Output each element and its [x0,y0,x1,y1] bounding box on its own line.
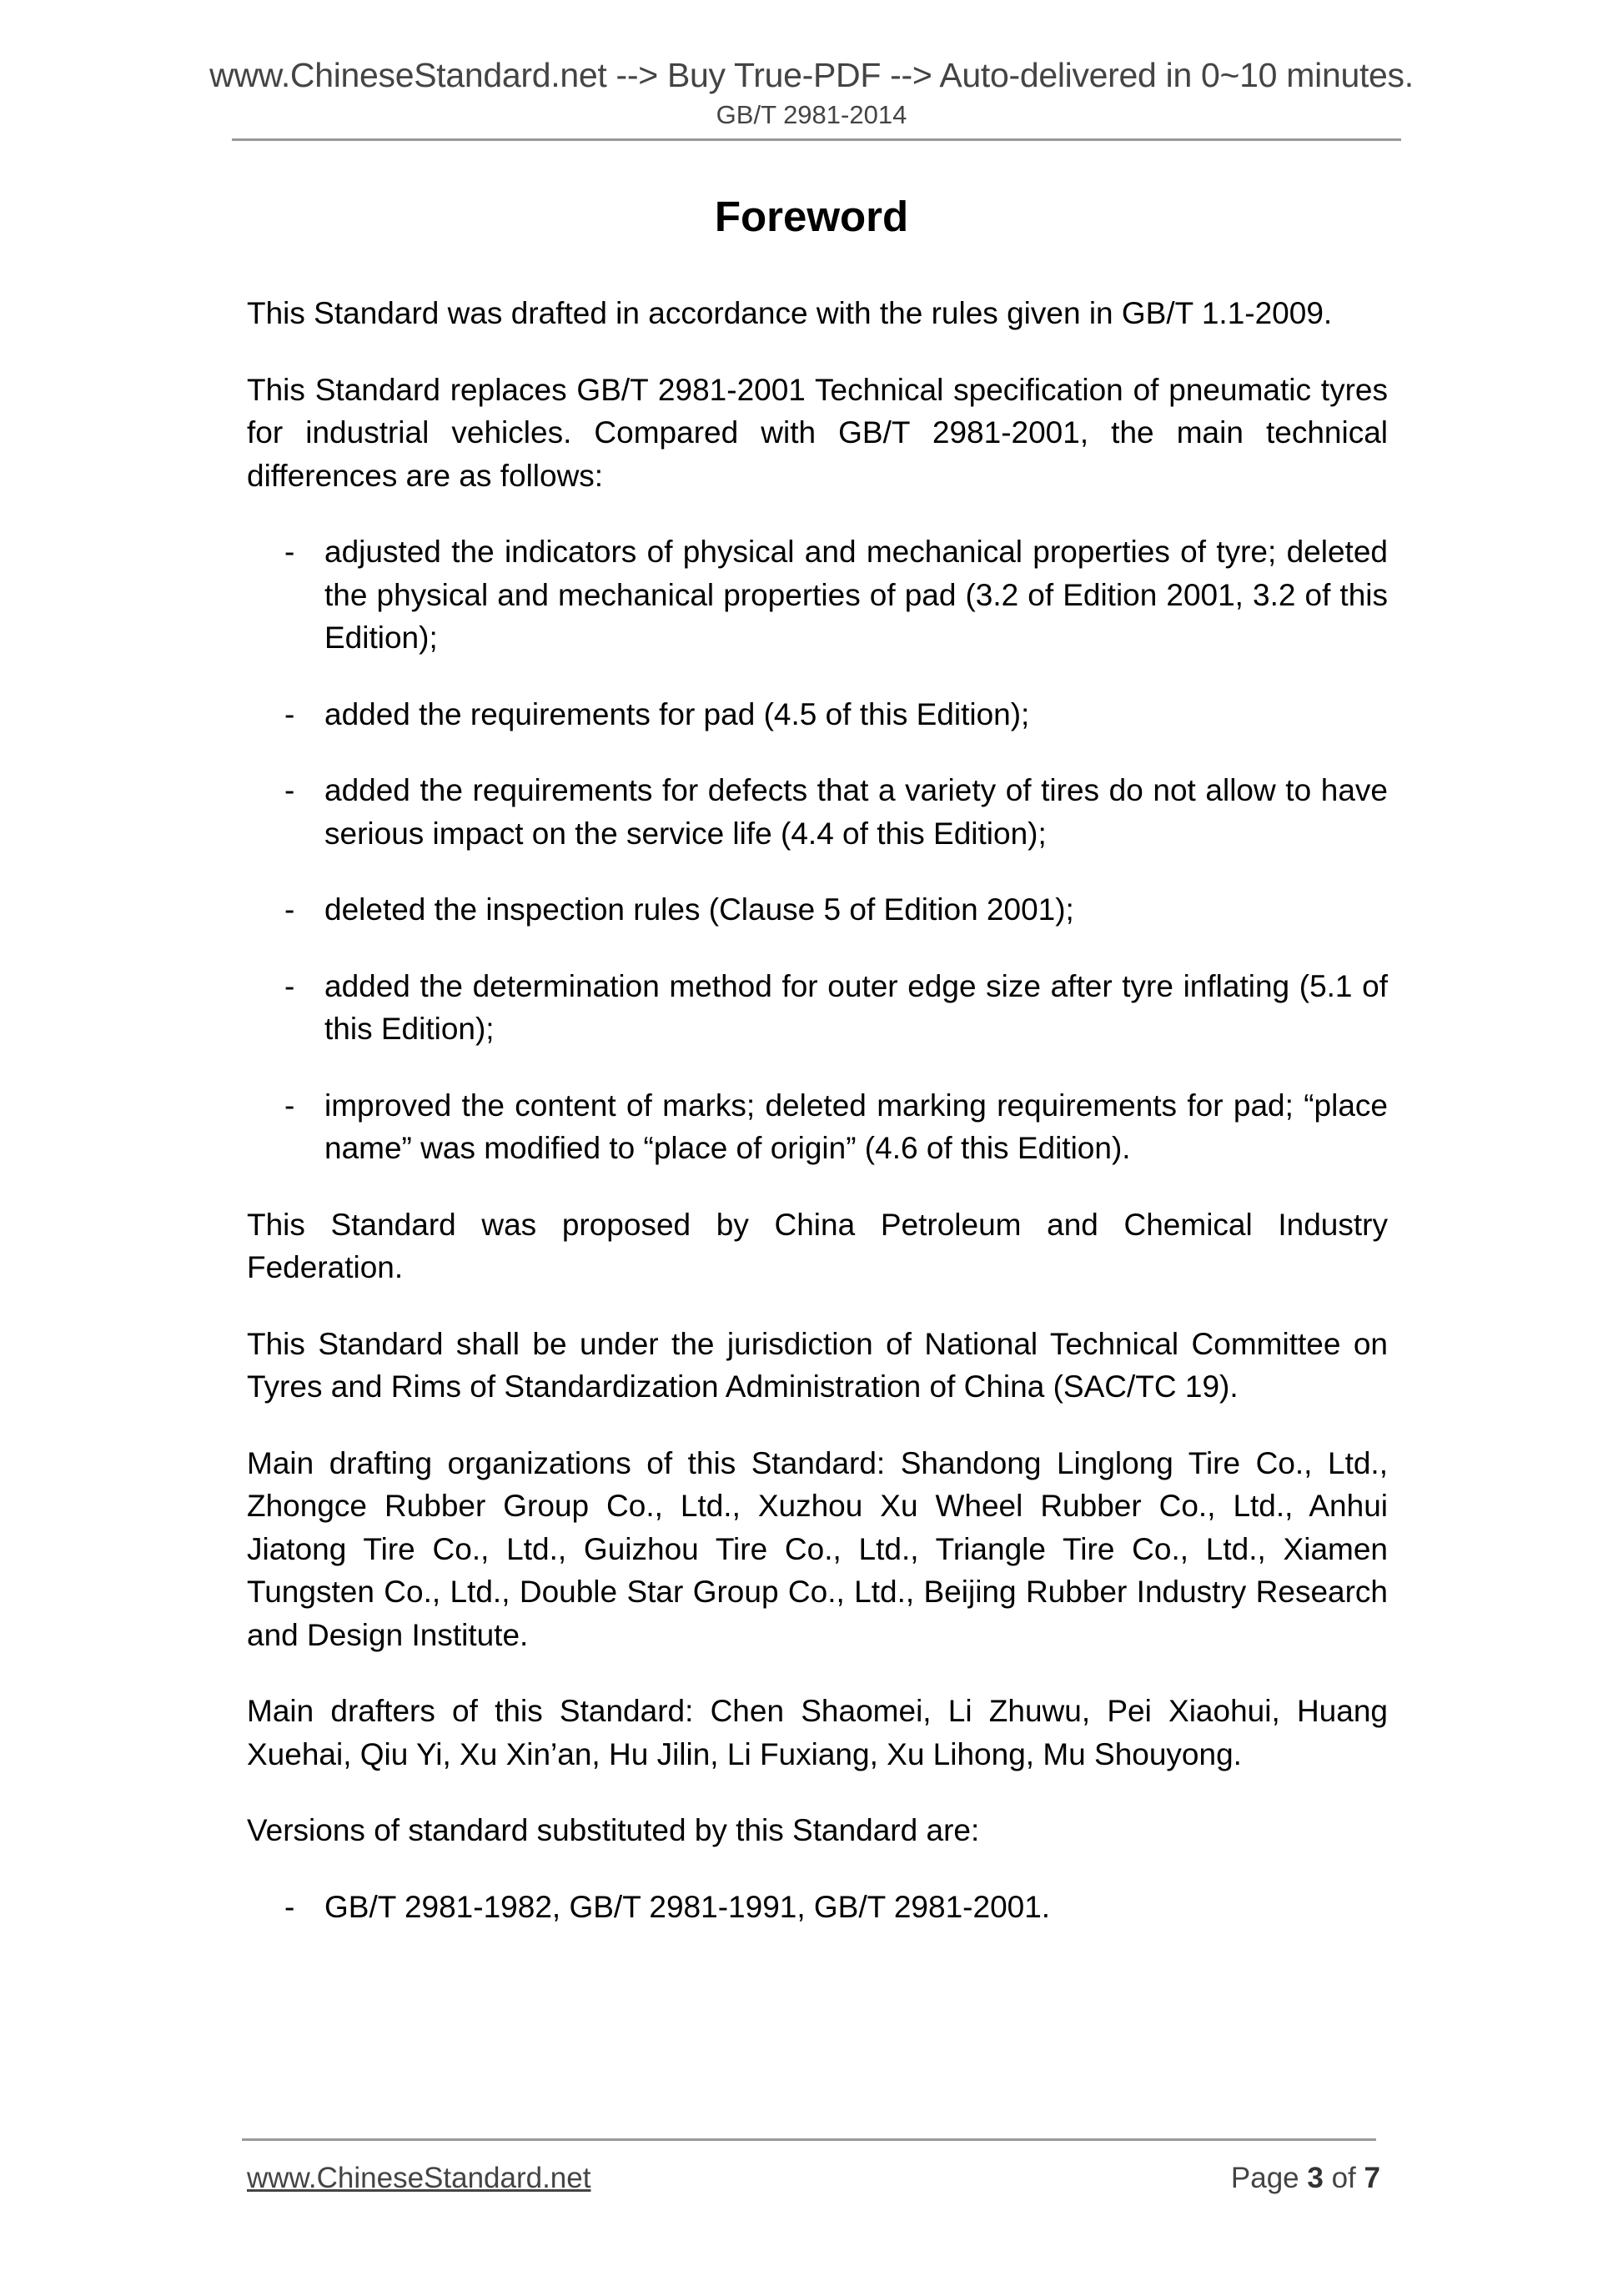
list-item [247,888,1388,932]
of-label: of [1331,2162,1356,2194]
paragraph: This Standard shall be under the jurisdiction of National Technical Committee on Tyres and Rims of Standardization Administration of China (SAC/TC 19). [247,1326,1388,1404]
paragraph: Main drafting organizations of this Standard: Shandong Linglong Tire Co., Ltd., Zhongce Rubber Group Co., Ltd., Xuzhou Xu Wheel Rubber Co., Ltd., Anhui Jiatong Tire Co., Ltd., Guizhou Tire Co., Ltd., Triangle Tire Co., Ltd., Xiamen Tungsten Co., Ltd., Double Star Group Co., Ltd., Beijing Rubber Industry Research and Design Institute. [247,1445,1388,1652]
page-label: Page [1230,2162,1299,2194]
current-page: 3 [1307,2162,1324,2194]
list-item-text: added the requirements for defects that a variety of tires do not allow to have serious impact on the service life (4.4 of this Edition); [324,773,1388,851]
bullet-dash: - [284,696,295,731]
standard-number: GB/T 2981-2014 [716,100,907,129]
footer-site-link[interactable]: www.ChineseStandard.net [247,2162,591,2194]
paragraph: This Standard replaces GB/T 2981-2001 Technical specification of pneumatic tyres for industrial vehicles. Compared with GB/T 2981-2001, the main technical differences are as follows: [247,372,1388,493]
footer-divider [242,2138,1376,2141]
paragraph: Versions of standard substituted by this Standard are: [247,1813,980,1847]
document-body [247,292,1388,1962]
list-item [247,530,1388,660]
bullet-dash: - [284,773,295,807]
page-title: Foreword [714,193,909,240]
list-item [247,1084,1388,1170]
list-item [247,693,1388,736]
list-item-text: added the determination method for outer edge size after tyre inflating (5.1 of this Edition); [324,968,1388,1046]
bullet-dash: - [284,535,295,569]
paragraph: This Standard was drafted in accordance with the rules given in GB/T 1.1-2009. [247,296,1333,330]
list-item [247,1886,1388,1929]
list-item [247,769,1388,855]
bullet-dash: - [284,968,295,1003]
list-item [247,965,1388,1051]
paragraph: Main drafters of this Standard: Chen Shaomei, Li Zhuwu, Pei Xiaohui, Huang Xuehai, Qiu Yi, Xu Xin’an, Hu Jilin, Li Fuxiang, Xu Lihong, Mu Shouyong. [247,1694,1388,1771]
page-indicator [1231,2162,1380,2195]
list-item-text: deleted the inspection rules (Clause 5 of Edition 2001); [324,892,1074,927]
header-banner: www.ChineseStandard.net --> Buy True-PDF --> Auto-delivered in 0~10 minutes. [209,56,1414,94]
bullet-dash: - [284,1889,295,1924]
list-item-text: GB/T 2981-1982, GB/T 2981-1991, GB/T 2981-2001. [324,1889,1051,1924]
list-item-text: adjusted the indicators of physical and mechanical properties of tyre; deleted the physical and mechanical properties of pad (3.2 of Edition 2001, 3.2 of this Edition); [324,535,1388,655]
list-item-text: improved the content of marks; deleted marking requirements for pad; “place name” was modified to “place of origin” (4.6 of this Edition). [324,1088,1388,1165]
bullet-dash: - [284,1088,295,1123]
header-divider [232,138,1401,141]
total-pages: 7 [1364,2162,1380,2194]
list-item-text: added the requirements for pad (4.5 of this Edition); [324,696,1030,731]
bullet-dash: - [284,892,295,927]
paragraph: This Standard was proposed by China Petroleum and Chemical Industry Federation. [247,1207,1388,1284]
